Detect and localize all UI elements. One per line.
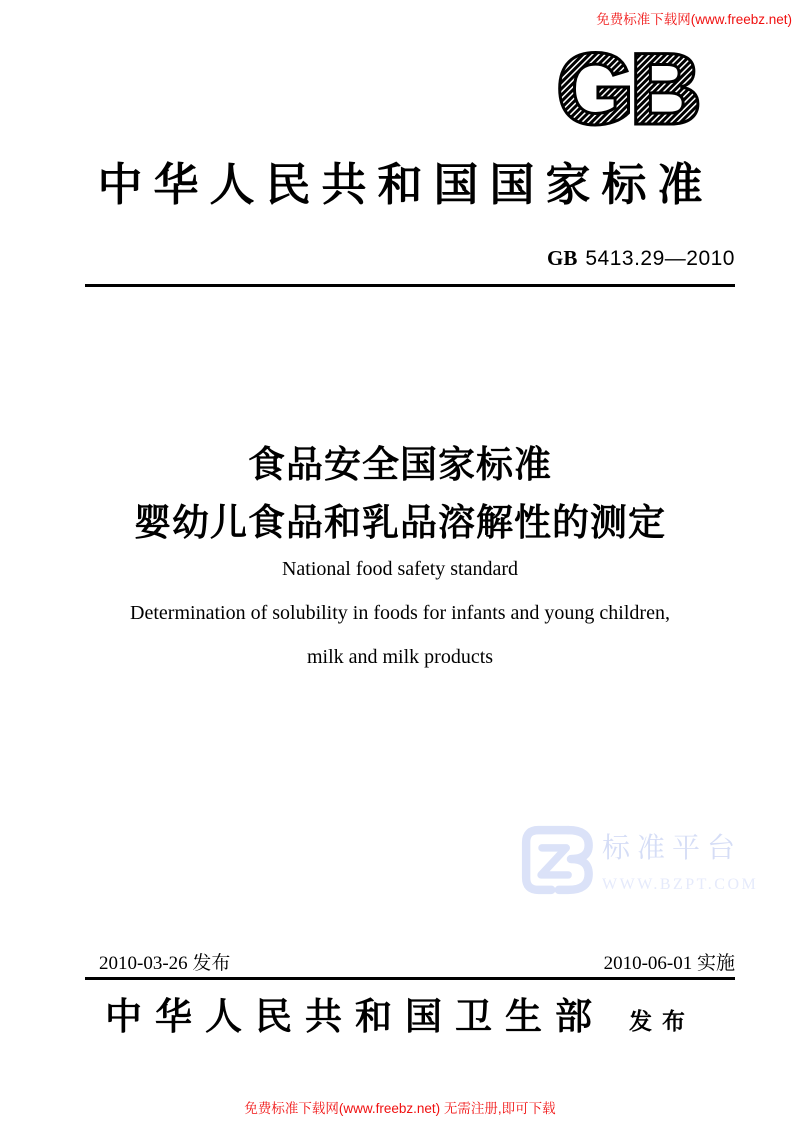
gb-logo-icon [536,42,716,136]
standard-code-number: 5413.29—2010 [585,247,735,270]
bzpt-site-name: 标准平台 [602,831,743,864]
publisher-name: 中华人民共和国卫生部 [105,997,605,1038]
cn-title-line2: 婴幼儿食品和乳品溶解性的测定 [134,501,666,544]
dates-row [85,948,735,975]
en-title-line3: milk and milk products [306,646,494,668]
bzpt-logo-icon [514,818,598,907]
top-watermark-text: 免费标准下载网(www.freebz.net) [596,12,792,27]
publisher-row [0,986,800,1040]
cn-title-line1: 食品安全国家标准 [248,443,552,486]
bzpt-site-url: WWW.BZPT.COM [602,876,759,893]
bottom-watermark-text: 免费标准下载网(www.freebz.net) 无需注册,即可下载 [244,1101,556,1116]
en-title-line1: National food safety standard [281,558,519,580]
implementation-date: 2010-06-01 实施 [603,953,735,974]
publish-label: 发布 [629,1009,695,1034]
en-title-line2: Determination of solubility in foods for infants and young children, [130,602,670,624]
bzpt-watermark [514,818,758,907]
bzpt-watermark-texts [602,818,758,894]
standard-code-prefix: GB [547,246,578,270]
issue-date: 2010-03-26 发布 [99,953,231,974]
header-divider [85,284,735,287]
footer-divider [85,977,735,980]
gb-logo-text: GB [555,42,697,136]
standard-code [547,246,735,271]
page-title: 中华人民共和国国家标准 [97,160,714,210]
